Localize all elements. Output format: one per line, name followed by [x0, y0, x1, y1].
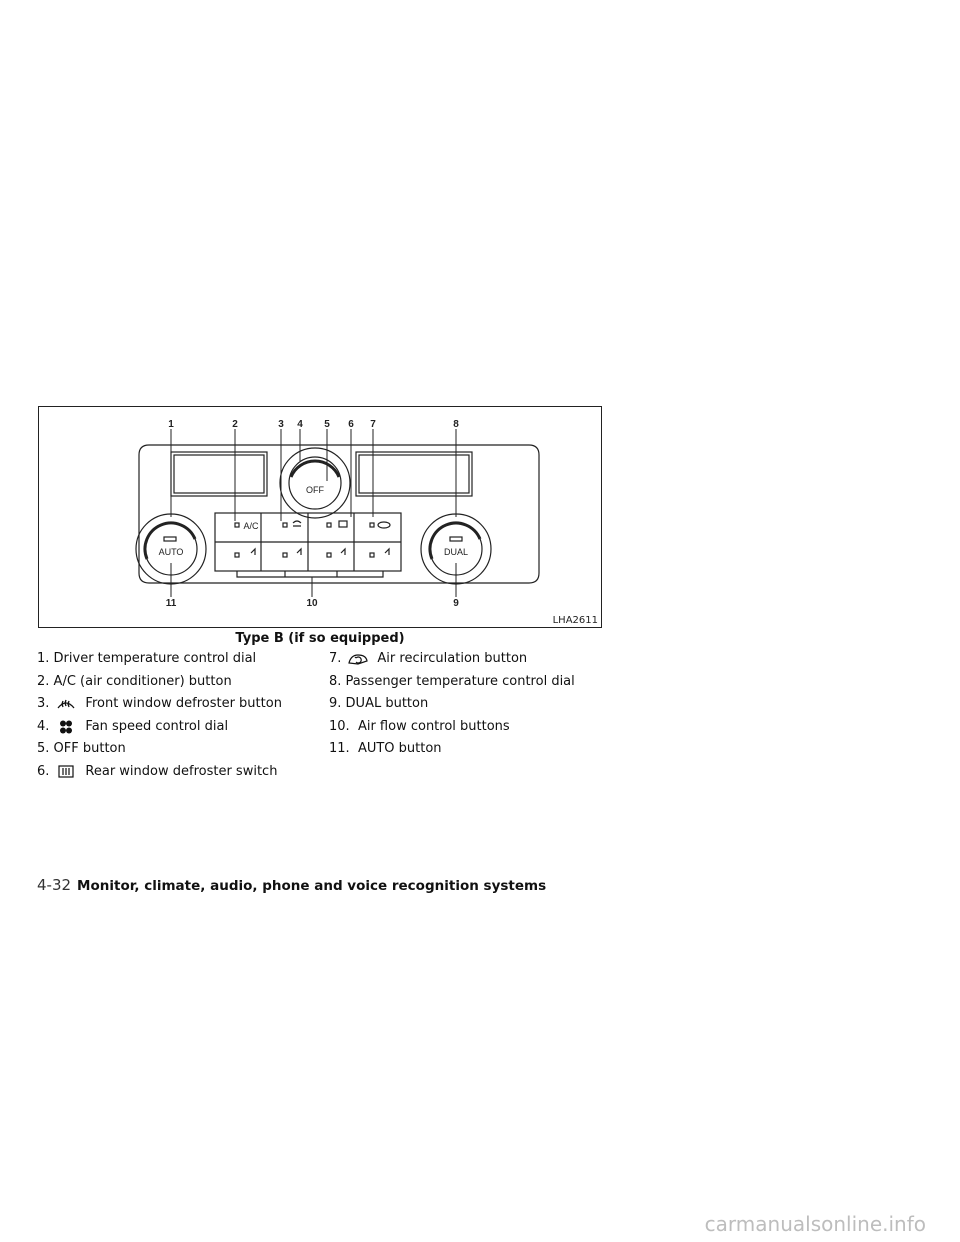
legend-right-column	[329, 648, 619, 761]
list-item: 9. DUAL button	[329, 696, 429, 712]
callout-7: 7	[370, 419, 376, 430]
list-item: 1. Driver temperature control dial	[37, 651, 257, 666]
chapter-title: Monitor, climate, audio, phone and voice recognition systems	[77, 878, 547, 894]
callout-10: 10	[306, 598, 318, 609]
ac-label: A/C	[243, 521, 259, 531]
auto-label: AUTO	[158, 547, 184, 557]
callout-9: 9	[453, 598, 459, 609]
climate-control-figure	[38, 406, 602, 628]
callout-8: 8	[453, 419, 459, 430]
recirculation-icon	[347, 652, 369, 666]
callout-11: 11	[165, 598, 177, 609]
list-item: 10. Air flow control buttons	[329, 718, 510, 734]
dual-label: DUAL	[443, 547, 469, 557]
legend-left-column	[37, 648, 307, 784]
page-footer	[37, 876, 546, 894]
callout-1: 1	[168, 419, 174, 430]
list-item: 4. Fan speed control dial	[37, 718, 229, 734]
list-item: 11. AUTO button	[329, 741, 442, 757]
list-item: 7. Air recirculation button	[329, 651, 528, 666]
callout-6: 6	[348, 419, 354, 430]
watermark: carmanualsonline.info	[704, 1212, 926, 1236]
callout-4: 4	[297, 419, 303, 430]
list-item: 2. A/C (air conditioner) button	[37, 673, 232, 689]
figure-code: LHA2611	[552, 615, 598, 626]
fan-speed-dial	[280, 448, 350, 518]
page-number: 4-32	[37, 876, 72, 894]
list-item: 8. Passenger temperature control dial	[329, 673, 575, 689]
list-item: 6. Rear window defroster switch	[37, 763, 278, 779]
off-label: OFF	[306, 485, 324, 495]
list-item: 3. Front window defroster button	[37, 696, 282, 712]
figure-caption: Type B (if so equipped)	[235, 631, 405, 646]
rear-defroster-icon	[55, 765, 77, 779]
callout-5: 5	[324, 419, 330, 430]
list-item: 5. OFF button	[37, 741, 126, 757]
callout-3: 3	[278, 419, 284, 430]
fan-icon	[55, 720, 77, 734]
callout-2: 2	[232, 419, 238, 430]
climate-panel-illustration	[39, 407, 601, 627]
front-defroster-icon	[55, 697, 77, 711]
